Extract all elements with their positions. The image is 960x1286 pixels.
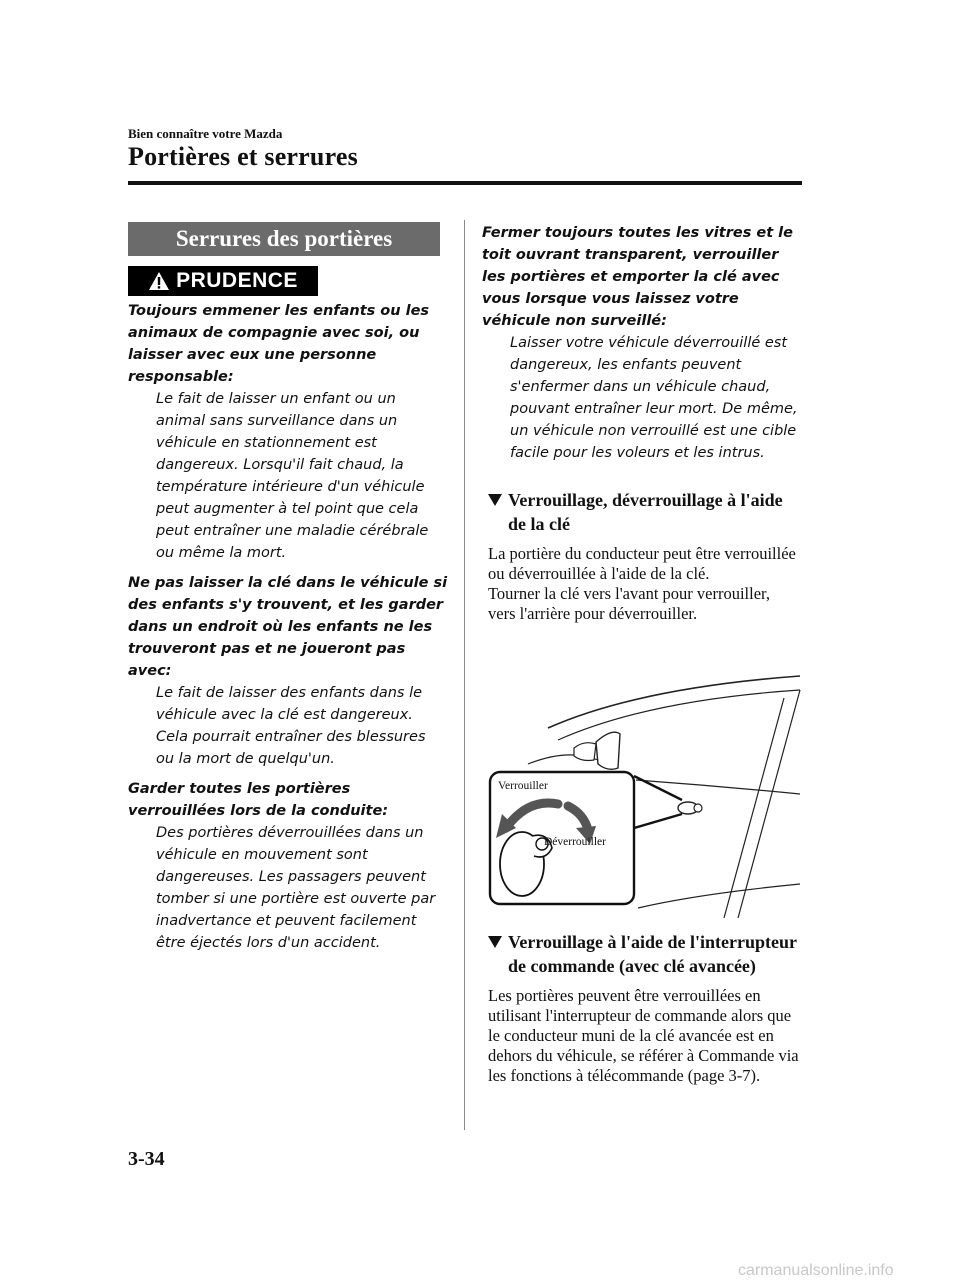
page-number: 3-34 [128, 1148, 165, 1170]
subsection-title: Verrouillage, déverrouillage à l'aide de la clé [508, 490, 783, 534]
warning-block [482, 222, 802, 464]
warning-block [128, 572, 448, 770]
paragraph: Les portières peuvent être verrouillées en utilisant l'interrupteur de commande alors que le conducteur muni de la clé avancée est en dehors du véhicule, se référer à Commande via les fonctions à télécommande (page 3-7). [488, 986, 799, 1085]
lock-label: Verrouiller [498, 780, 548, 792]
warning-block [128, 300, 448, 564]
subsection-title: Verrouillage à l'aide de l'interrupteur de commande (avec clé avancée) [508, 932, 797, 976]
paragraph: La portière du conducteur peut être verrouillée ou déverrouillée à l'aide de la clé. [488, 544, 796, 583]
warning-text: Laisser votre véhicule déverrouillé est dangereux, les enfants peuvent s'enfermer dans un véhicule chaud, pouvant entraîner leur mort. De même, un véhicule non verrouillé est une cible facile pour les voleurs et les intrus. [510, 335, 798, 461]
triangle-down-icon [488, 494, 502, 506]
prudence-banner [128, 266, 318, 296]
page-title: Portières et serrures [128, 142, 358, 171]
triangle-down-icon [488, 936, 502, 948]
column-divider [464, 220, 465, 1130]
section-title: Serrures des portières [128, 222, 440, 256]
header-rule [128, 181, 802, 185]
subsection-body [488, 544, 800, 624]
warning-icon [148, 271, 170, 291]
warning-heading: Ne pas laisser la clé dans le véhicule si des enfants s'y trouvent, et les garder dans un endroit où les enfants ne les trouveront pas et ne joueront pas avec: [128, 575, 448, 679]
chapter-label: Bien connaître votre Mazda [128, 126, 283, 141]
watermark: carmanualsonline.info [738, 1262, 894, 1279]
warnings-left [128, 300, 448, 962]
warning-text: Des portières déverrouillées dans un véhicule en mouvement sont dangereuses. Les passagers peuvent tomber si une portière est ouverte par inadvertance et peuvent facilement être éjectés lors d'un accident. [156, 825, 436, 951]
door-lock-illustration [488, 668, 802, 920]
car-door-drawing [488, 668, 802, 920]
warning-heading: Garder toutes les portières verrouillées lors de la conduite: [128, 781, 389, 819]
subsection-heading [488, 488, 788, 536]
prudence-label: PRUDENCE [176, 269, 298, 292]
subsection-heading [488, 930, 802, 978]
warning-block [128, 778, 448, 954]
warning-heading: Fermer toujours toutes les vitres et le toit ouvrant transparent, verrouiller les portières et emporter la clé avec vous lorsque vous laissez votre véhicule non surveillé: [482, 225, 793, 329]
subsection-body [488, 986, 800, 1086]
warning-heading: Toujours emmener les enfants ou les animaux de compagnie avec soi, ou laisser avec eux une personne responsable: [128, 303, 430, 385]
warning-text: Le fait de laisser des enfants dans le véhicule avec la clé est dangereux. Cela pourrait entraîner des blessures ou la mort de quelqu'un. [156, 685, 426, 767]
unlock-label: Déverrouiller [544, 836, 606, 848]
paragraph: Tourner la clé vers l'avant pour verrouiller, vers l'arrière pour déverrouiller. [488, 584, 770, 623]
warning-text: Le fait de laisser un enfant ou un animal sans surveillance dans un véhicule en stationnement est dangereux. Lorsqu'il fait chaud, la température intérieure d'un véhicule peut augmenter à tel point que cela peut entraîner une maladie cérébrale ou même la mort. [156, 391, 429, 561]
